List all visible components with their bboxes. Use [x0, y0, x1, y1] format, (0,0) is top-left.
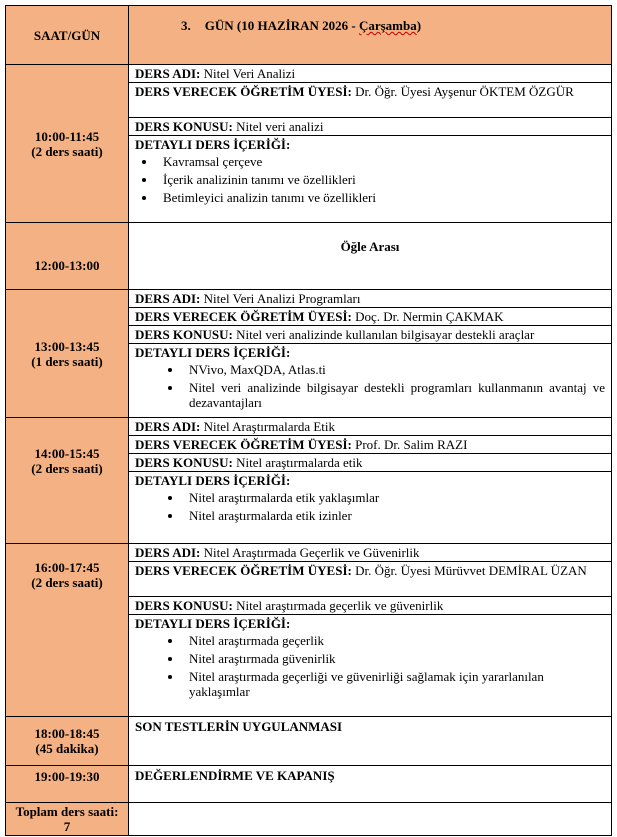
session-time: 14:00-15:45: [34, 445, 100, 461]
instructor-label: DERS VERECEK ÖĞRETİM ÜYESİ:: [135, 437, 352, 452]
list-item: • İçerik analizinin tanımı ve özellikleri: [157, 172, 605, 187]
topic-text: Nitel araştırmalarda etik: [236, 455, 363, 470]
topic-label: DERS KONUSU:: [135, 327, 233, 342]
schedule-table: [5, 5, 612, 836]
list-item: • Nitel araştırmalarda etik yaklaşımlar: [183, 490, 605, 505]
list-item: • Nitel araştırmada geçerlik: [183, 633, 605, 648]
detail-list: [135, 490, 605, 523]
closing-row: [6, 766, 612, 803]
instructor-label: DERS VERECEK ÖĞRETİM ÜYESİ:: [135, 309, 352, 324]
list-item: • Nitel araştırmada geçerliği ve güvenirliği sağlamak için yararlanılan yaklaşımlar: [183, 669, 605, 699]
session-course-row: [6, 290, 612, 308]
detail-label: DETAYLI DERS İÇERİĞİ:: [135, 473, 291, 488]
instructor-cell: [129, 308, 612, 326]
detail-cell: [129, 472, 612, 544]
topic-text: Nitel veri analizi: [236, 119, 324, 134]
course-name: Nitel Veri Analizi: [203, 66, 296, 81]
total-cell: [6, 803, 129, 836]
detail-cell: [129, 615, 612, 717]
break-time-cell: [6, 223, 129, 290]
day-header: [129, 6, 612, 65]
course-name-label: DERS ADI:: [135, 545, 201, 560]
instructor-name: Dr. Öğr. Üyesi Mürüvvet DEMİRAL ÜZAN: [355, 563, 587, 578]
total-empty-cell: [129, 803, 612, 836]
break-cell: [129, 223, 612, 290]
session-time-cell: [6, 65, 129, 223]
instructor-name: Prof. Dr. Salim RAZI: [355, 437, 468, 452]
session-time-cell: [6, 766, 129, 803]
course-name-cell: [129, 544, 612, 562]
list-item: • Betimleyici analizin tanımı ve özellikleri: [157, 190, 605, 205]
session-duration: (2 ders saati): [31, 575, 103, 590]
detail-list: [135, 633, 605, 699]
list-item: • Nitel araştırmalarda etik izinler: [183, 508, 605, 523]
post-tests-cell: [129, 717, 612, 766]
session-time: 19:00-19:30: [34, 769, 100, 784]
detail-cell: [129, 136, 612, 223]
session-duration: (1 ders saati): [31, 353, 103, 369]
course-name: Nitel Veri Analizi Programları: [203, 291, 361, 306]
course-name-label: DERS ADI:: [135, 66, 201, 81]
instructor-name: Dr. Öğr. Üyesi Ayşenur ÖKTEM ÖZGÜR: [355, 84, 574, 99]
session-course-row: [6, 65, 612, 83]
detail-label: DETAYLI DERS İÇERİĞİ:: [135, 137, 291, 152]
course-name: Nitel Araştırmada Geçerlik ve Güvenirlik: [203, 545, 420, 560]
course-name-cell: [129, 418, 612, 436]
day-weekday: Çarşamba: [358, 18, 417, 33]
total-label: Toplam ders saati: 7: [15, 804, 119, 834]
course-name-label: DERS ADI:: [135, 419, 201, 434]
post-tests-row: [6, 717, 612, 766]
topic-label: DERS KONUSU:: [135, 119, 233, 134]
session-course-row: [6, 418, 612, 436]
list-item: • Nitel veri analizinde bilgisayar destekli programları kullanmanın avantaj ve dezavantajları: [183, 380, 605, 410]
course-name: Nitel Araştırmalarda Etik: [203, 419, 336, 434]
course-name-cell: [129, 65, 612, 83]
instructor-label: DERS VERECEK ÖĞRETİM ÜYESİ:: [135, 84, 352, 99]
session-time-cell: [6, 290, 129, 418]
instructor-cell: [129, 83, 612, 118]
topic-cell: [129, 326, 612, 344]
session-time: 10:00-11:45: [34, 128, 100, 144]
detail-list: [135, 362, 605, 410]
list-item: • Kavramsal çerçeve: [157, 154, 605, 169]
day-number: 3.: [181, 18, 191, 33]
break-row: [6, 223, 612, 290]
session-time-cell: [6, 544, 129, 717]
total-row: [6, 803, 612, 836]
day-title-close: ): [416, 18, 422, 33]
instructor-name: Doç. Dr. Nermin ÇAKMAK: [355, 309, 504, 324]
topic-label: DERS KONUSU:: [135, 455, 233, 470]
session-time: 13:00-13:45: [34, 338, 100, 354]
closing-title: DEĞERLENDİRME VE KAPANIŞ: [135, 768, 335, 783]
course-name-cell: [129, 290, 612, 308]
session-duration: (2 ders saati): [31, 143, 103, 159]
break-time: 12:00-13:00: [34, 257, 100, 273]
session-time: 18:00-18:45: [34, 726, 100, 741]
header-row: [6, 6, 612, 65]
instructor-label: DERS VERECEK ÖĞRETİM ÜYESİ:: [135, 563, 352, 578]
session-time: 16:00-17:45: [34, 560, 100, 575]
day-title: GÜN (10 HAZİRAN 2026 -: [204, 18, 359, 33]
instructor-cell: [129, 562, 612, 597]
post-tests-title: SON TESTLERİN UYGULANMASI: [135, 719, 343, 734]
instructor-cell: [129, 436, 612, 454]
detail-label: DETAYLI DERS İÇERİĞİ:: [135, 616, 291, 631]
topic-text: Nitel veri analizinde kullanılan bilgisayar destekli araçlar: [236, 327, 535, 342]
topic-label: DERS KONUSU:: [135, 598, 233, 613]
topic-cell: [129, 454, 612, 472]
session-duration: (2 ders saati): [31, 460, 103, 476]
session-course-row: [6, 544, 612, 562]
session-time-cell: [6, 717, 129, 766]
topic-text: Nitel araştırmada geçerlik ve güvenirlik: [236, 598, 444, 613]
detail-list: [135, 154, 605, 205]
time-column-header: [6, 6, 129, 65]
break-label: Öğle Arası: [340, 239, 400, 254]
session-duration: (45 dakika): [35, 741, 99, 756]
list-item: • Nitel araştırmada güvenirlik: [183, 651, 605, 666]
course-name-label: DERS ADI:: [135, 291, 201, 306]
list-item: • NVivo, MaxQDA, Atlas.ti: [183, 362, 605, 377]
detail-cell: [129, 344, 612, 418]
time-column-label: SAAT/GÜN: [33, 27, 101, 43]
topic-cell: [129, 597, 612, 615]
session-time-cell: [6, 418, 129, 544]
topic-cell: [129, 118, 612, 136]
closing-cell: [129, 766, 612, 803]
detail-label: DETAYLI DERS İÇERİĞİ:: [135, 345, 291, 360]
